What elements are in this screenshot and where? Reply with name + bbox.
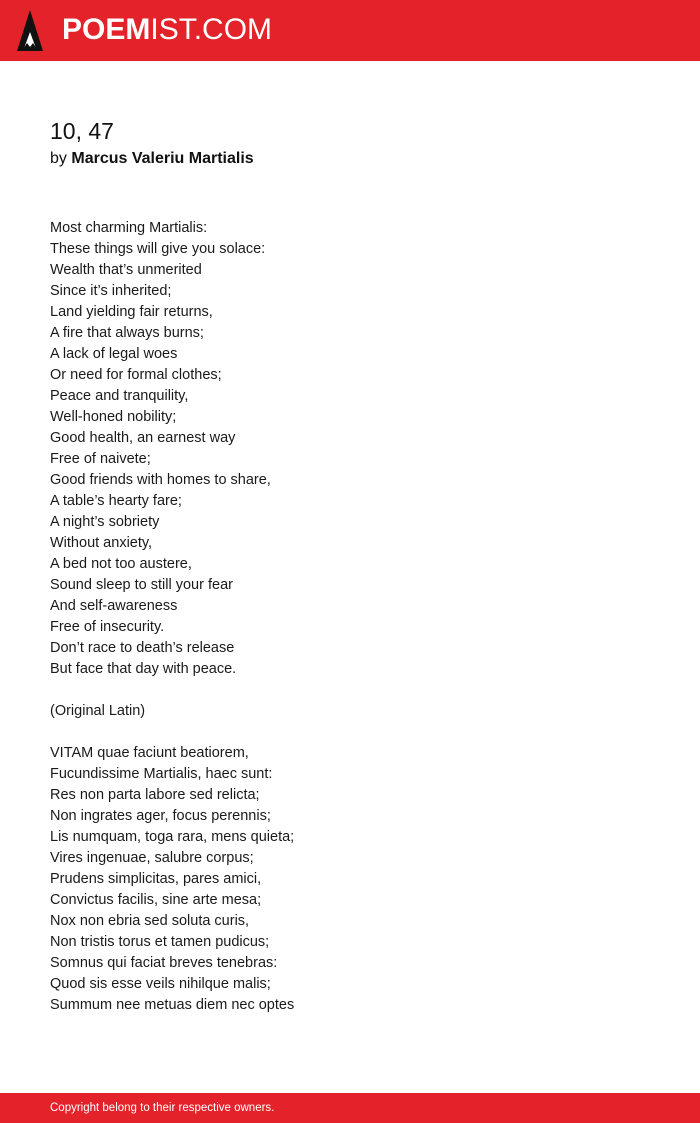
poem-line: (Original Latin): [50, 703, 146, 719]
poem-line: Vires ingenuae, salubre corpus;: [50, 850, 254, 866]
poem-byline: [50, 149, 254, 169]
poem-line: Nox non ebria sed soluta curis,: [50, 913, 250, 929]
poem-line: Good health, an earnest way: [50, 430, 236, 446]
poem-line: Free of naivete;: [50, 451, 151, 467]
poem-line: Since it’s inherited;: [50, 283, 172, 299]
poem-line: Wealth that’s unmerited: [50, 262, 202, 278]
poem-line: A bed not too austere,: [50, 556, 192, 572]
poem-line: A fire that always burns;: [50, 325, 204, 341]
site-footer: [0, 1093, 700, 1123]
poem-line: Most charming Martialis:: [50, 220, 208, 236]
poem-line: A night’s sobriety: [50, 514, 160, 530]
poem-line: Non ingrates ager, focus perennis;: [50, 808, 271, 824]
poem-line: Peace and tranquility,: [50, 388, 189, 404]
poem-body: [50, 218, 650, 1016]
poem-author: Marcus Valeriu Martialis: [71, 150, 254, 167]
poem-line: Lis numquam, toga rara, mens quieta;: [50, 829, 295, 845]
logo-brand-light: IST.COM: [150, 13, 273, 46]
poem-line: Don’t race to death’s release: [50, 640, 235, 656]
poem-line: A lack of legal woes: [50, 346, 178, 362]
poem-line: These things will give you solace:: [50, 241, 266, 257]
poem-line: Res non parta labore sed relicta;: [50, 787, 260, 803]
poem-line: Sound sleep to still your fear: [50, 577, 233, 593]
poem-line: Land yielding fair returns,: [50, 304, 213, 320]
poem-line: Convictus facilis, sine arte mesa;: [50, 892, 262, 908]
poem-line: Fucundissime Martialis, haec sunt:: [50, 766, 273, 782]
poem-title: 10, 47: [50, 118, 114, 144]
poem-line: Summum nee metuas diem nec optes: [50, 997, 295, 1013]
pencil-icon[interactable]: [17, 10, 43, 51]
poem-line: Or need for formal clothes;: [50, 367, 222, 383]
poem-line: Prudens simplicitas, pares amici,: [50, 871, 262, 887]
site-header: [0, 0, 700, 61]
poem-line: A table’s hearty fare;: [50, 493, 182, 509]
poem-line: Somnus qui faciat breves tenebras:: [50, 955, 278, 971]
poem-line: And self-awareness: [50, 598, 178, 614]
poem-line: Non tristis torus et tamen pudicus;: [50, 934, 270, 950]
poem-line: Quod sis esse veils nihilque malis;: [50, 976, 271, 992]
copyright-text: Copyright belong to their respective owners.: [50, 1102, 275, 1114]
poem-line: Well-honed nobility;: [50, 409, 177, 425]
poem-line: Without anxiety,: [50, 535, 153, 551]
site-logo[interactable]: [62, 12, 272, 48]
logo-brand-bold: POEM: [62, 13, 151, 46]
poem-line: VITAM quae faciunt beatiorem,: [50, 745, 249, 761]
poem-line: Free of insecurity.: [50, 619, 165, 635]
poem-line: Good friends with homes to share,: [50, 472, 271, 488]
stanza-break: [50, 722, 650, 743]
stanza-break: [50, 680, 650, 701]
byline-prefix: by: [50, 150, 67, 167]
poem-line: But face that day with peace.: [50, 661, 237, 677]
